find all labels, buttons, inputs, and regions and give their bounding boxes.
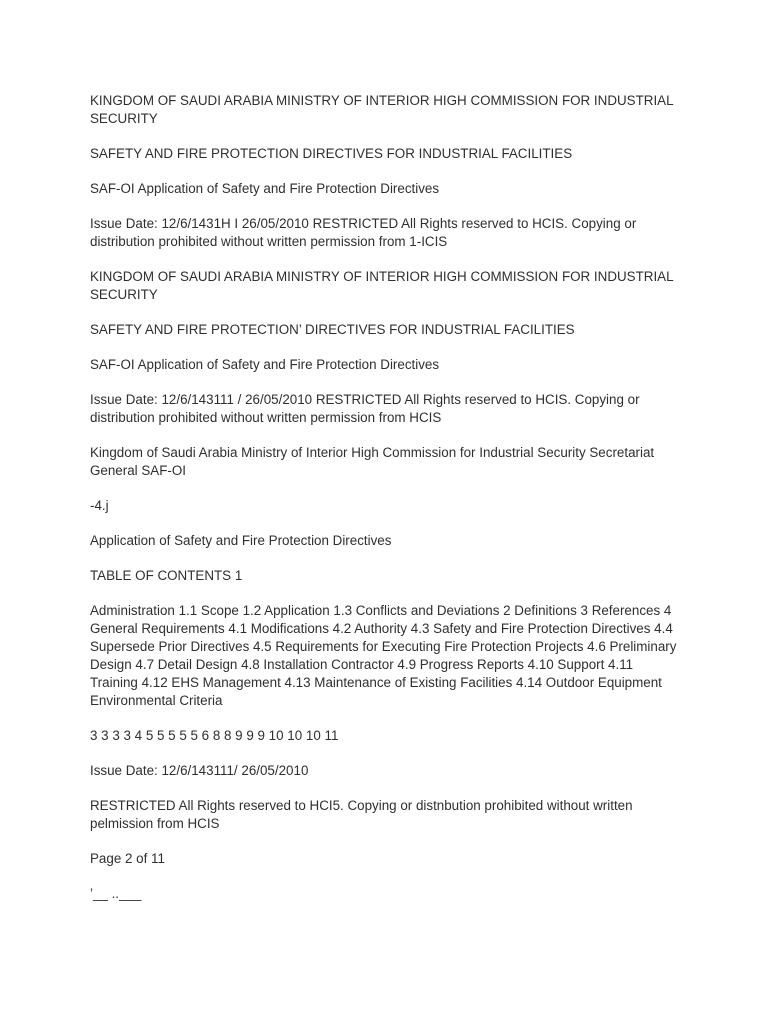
footer-issue-date: Issue Date: 12/6/143111/ 26/05/2010 bbox=[90, 763, 309, 778]
issue-date-notice: Issue Date: 12/6/1431H I 26/05/2010 RESTRICTED All Rights reserved to HCIS. Copying or distribution prohibited without written permission from 1-ICIS bbox=[90, 216, 637, 249]
ocr-fragment: -4.j bbox=[90, 498, 109, 513]
document-page bbox=[90, 92, 680, 920]
document-series-title: SAFETY AND FIRE PROTECTION DIRECTIVES FOR INDUSTRIAL FACILITIES bbox=[90, 146, 573, 161]
header-agency-repeat: KINGDOM OF SAUDI ARABIA MINISTRY OF INTERIOR HIGH COMMISSION FOR INDUSTRIAL SECURITY bbox=[90, 269, 674, 302]
document-title: SAF-OI Application of Safety and Fire Protection Directives bbox=[90, 181, 440, 196]
toc-page-numbers: 3 3 3 3 4 5 5 5 5 5 6 8 8 9 9 9 10 10 10 11 bbox=[90, 728, 339, 743]
toc-entries: Administration 1.1 Scope 1.2 Application 1.3 Conflicts and Deviations 2 Definitions 3 References 4 General Requirements 4.1 Modifications 4.2 Authority 4.3 Safety and Fire Protection Directives 4.4 Supersede Prior Directives 4.5 Requirements for Executing Fire Protection Projects 4.6 Preliminary Design 4.7 Detail Design 4.8 Installation Contractor 4.9 Progress Reports 4.10 Support 4.11 Training 4.12 EHS Management 4.13 Maintenance of Existing Facilities 4.14 Outdoor Equipment Environmental Criteria bbox=[90, 603, 677, 708]
document-title-repeat: SAF-OI Application of Safety and Fire Protection Directives bbox=[90, 357, 440, 372]
toc-heading: TABLE OF CONTENTS 1 bbox=[90, 568, 243, 583]
secretariat-line: Kingdom of Saudi Arabia Ministry of Interior High Commission for Industrial Security Secretariat General SAF-OI bbox=[90, 445, 655, 478]
trailing-artifact: ’__ ..___ bbox=[90, 886, 142, 901]
footer-restricted-notice: RESTRICTED All Rights reserved to HCI5. Copying or distnbution prohibited without written pelmission from HCIS bbox=[90, 798, 633, 831]
page-number: Page 2 of 11 bbox=[90, 851, 165, 866]
issue-date-notice-repeat: Issue Date: 12/6/143111 / 26/05/2010 RESTRICTED All Rights reserved to HCIS. Copying or distribution prohibited without written permission from HCIS bbox=[90, 392, 640, 425]
header-agency: KINGDOM OF SAUDI ARABIA MINISTRY OF INTERIOR HIGH COMMISSION FOR INDUSTRIAL SECURITY bbox=[90, 93, 674, 126]
document-series-title-repeat: SAFETY AND FIRE PROTECTION’ DIRECTIVES FOR INDUSTRIAL FACILITIES bbox=[90, 322, 575, 337]
section-heading: Application of Safety and Fire Protection Directives bbox=[90, 533, 392, 548]
